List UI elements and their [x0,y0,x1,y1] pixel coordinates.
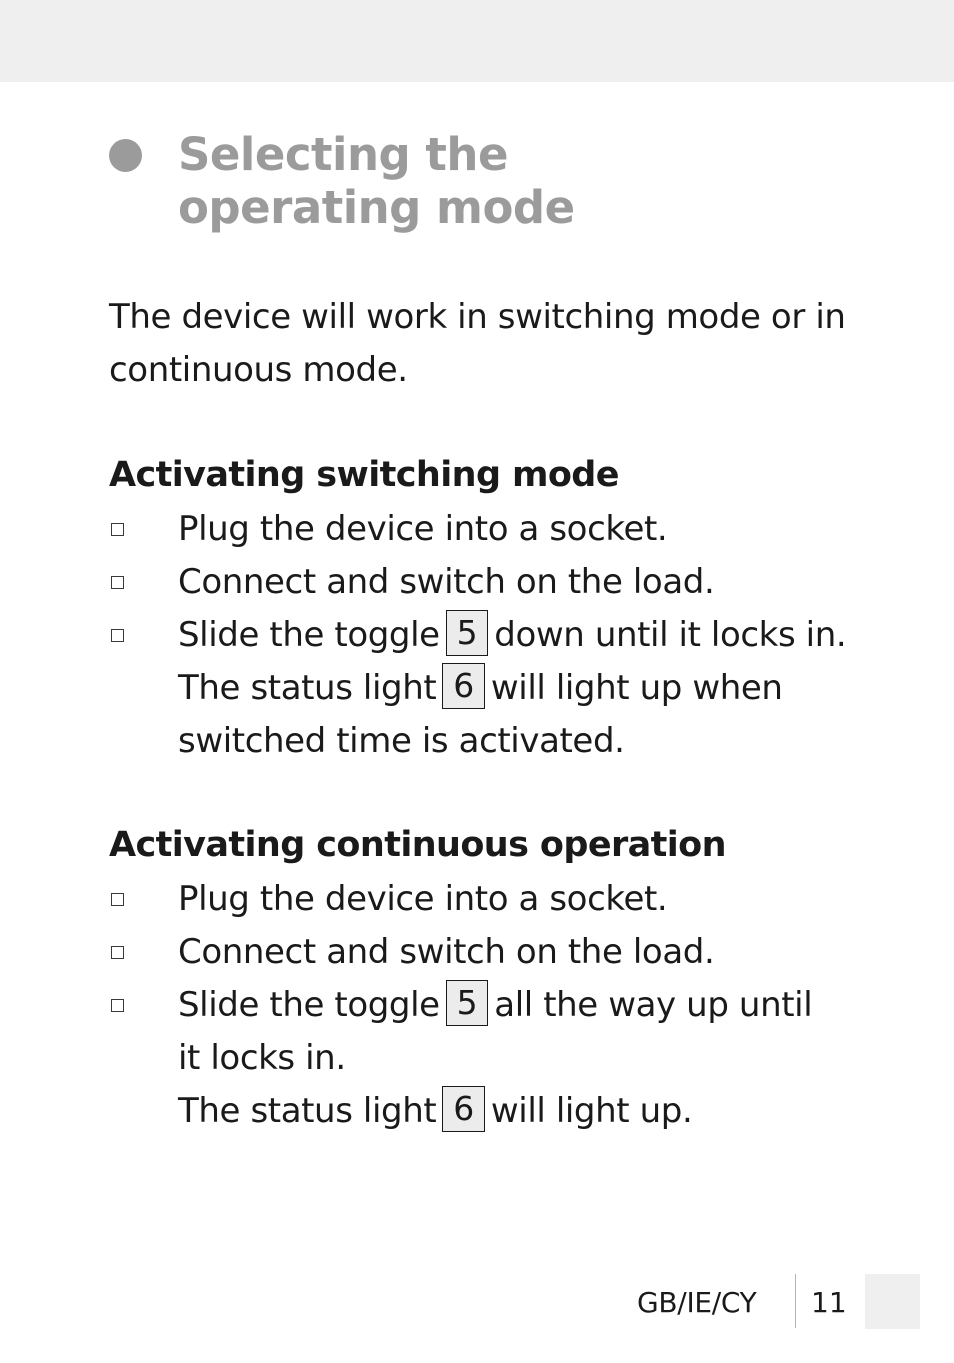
checkbox-bullet-icon [111,629,124,642]
continuous-operation-heading: Activating continuous operation [109,825,726,865]
intro-line-1: The device will work in switching mode or in [109,297,846,337]
checkbox-bullet-icon [111,893,124,906]
part-reference-status-light: 6 [442,663,485,709]
step-text: all the way up until [494,985,813,1025]
step-text: Slide the toggle [178,615,440,655]
page-number: 11 [811,1286,847,1319]
step-text-line-2: it locks in. [178,1038,346,1078]
checkbox-bullet-icon [111,999,124,1012]
intro-line-2: continuous mode. [109,350,408,390]
footer-divider [795,1274,796,1328]
part-reference-status-light: 6 [442,1086,485,1132]
step-text-line-1 [178,609,846,662]
switching-mode-heading: Activating switching mode [109,455,619,495]
step-text: will light up when [490,668,783,708]
step-text: Connect and switch on the load. [178,932,715,972]
checkbox-bullet-icon [111,946,124,959]
step-text: Plug the device into a socket. [178,879,668,919]
title-bullet-icon [109,139,142,172]
step-text: Plug the device into a socket. [178,509,668,549]
page-edge-tab [865,1274,920,1329]
step-text: The status light [178,668,437,708]
checkbox-bullet-icon [111,576,124,589]
intro-paragraph [109,291,849,397]
step-text: down until it locks in. [494,615,847,655]
step-text: Slide the toggle [178,985,440,1025]
page-title [178,128,575,234]
part-reference-toggle: 5 [446,980,489,1026]
step-text-line-3: switched time is activated. [178,721,625,761]
step-text-line-3 [178,1085,692,1138]
step-text: will light up. [490,1091,693,1131]
title-line-2: operating mode [178,181,575,234]
footer-region-code: GB/IE/CY [637,1286,757,1319]
step-text: Connect and switch on the load. [178,562,715,602]
step-text-line-1 [178,979,812,1032]
part-reference-toggle: 5 [446,610,489,656]
checkbox-bullet-icon [111,523,124,536]
step-text: The status light [178,1091,437,1131]
step-text-line-2 [178,662,783,715]
title-line-1: Selecting the [178,128,508,181]
header-band [0,0,954,82]
